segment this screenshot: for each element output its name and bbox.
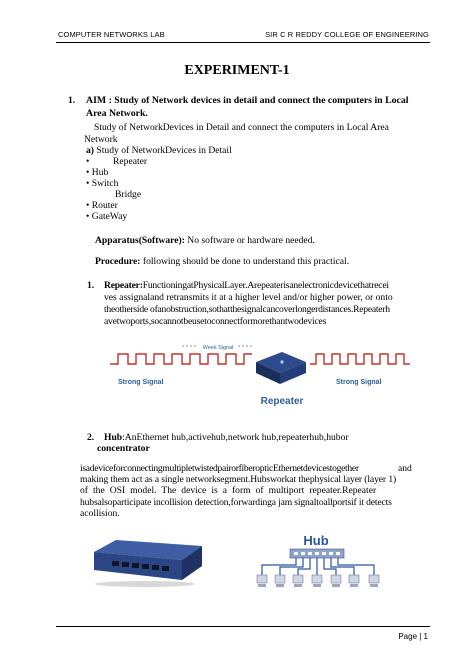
aim-number: 1. [68,95,76,106]
strong-signal-left-label: Strong Signal [118,379,164,386]
list-bullet: • [86,156,90,167]
list-item-switch: • Switch [86,178,119,189]
page-number: Page | 1 [398,632,428,641]
procedure-line: Procedure: following should be done to understand this practical. [95,256,350,267]
intro-sub-item [86,145,232,157]
hub-diagram-links [262,558,374,575]
hub-para2: making them act as a single networksegment.Hubsworkat thephysical layer (layer 1) [80,474,397,485]
hub-para3: of the OSI model. The device is a form of multiport repeater.Repeater [80,485,377,496]
intro-sub-text: Study of NetworkDevices in Detail [96,145,232,156]
hub-shadow [95,581,195,587]
hub-diagram-label: Hub [303,533,329,548]
hub-para4: hubsalsoparticipate incollision detection,forwardinga jam signaltoallportsif it detects [80,497,392,508]
hub-number: 2. [87,432,95,443]
hub-line2: concentrator [97,443,150,454]
weak-signal-label: Week Signal [202,345,234,351]
apparatus-line: Apparatus(Software): No software or hardware needed. [95,235,315,246]
header-divider [56,42,430,43]
repeater-line1: Repeater:FunctioningatPhysicalLayer.Arepeaterisanelectronicdevicethatrecei [104,280,389,291]
hub-para1-end: and [398,463,412,474]
aim-line1: AIM : Study of Network devices in detail and connect the computers in Local [86,95,409,106]
footer-divider [56,626,430,627]
intro-line1: Study of NetworkDevices in Detail and connect the computers in Local Area [94,122,389,133]
aim-line2: Area Network. [86,108,148,119]
strong-wave-right [310,354,410,364]
list-item-gateway: • GateWay [86,211,128,222]
header-left: COMPUTER NETWORKS LAB [58,30,165,39]
intro-sub-label: a) [86,145,94,156]
strong-signal-right-label: Strong Signal [336,379,382,386]
list-item-router: • Router [86,200,118,211]
strong-wave-left [110,354,252,364]
list-item-bridge: Bridge [115,189,142,200]
repeater-diagram [110,340,410,412]
repeater-number: 1. [87,280,95,291]
hub-diagram-computers [257,575,379,587]
list-item-repeater: Repeater [113,156,148,167]
hub-network-diagram [256,531,386,599]
repeater-line3: theotherside ofanobstruction,sothatthesignalcancoverlongerdistances.Repeaterh [104,304,390,315]
intro-line2: Network [84,134,118,145]
list-item-hub: • Hub [86,167,109,178]
hub-para1: isadeviceforconnectingmultipletwistedpairorfiberopticEthernetdevicestogether [80,463,359,474]
repeater-line4: avetwoports,socannotbeusetoconnectformorethantwodevices [104,316,327,327]
header-right: SIR C R REDDY COLLEGE OF ENGINEERING [265,30,429,39]
repeater-caption: Repeater [260,396,304,407]
hub-para5: acollision. [80,508,120,519]
hub-device-image [90,536,205,588]
repeater-led [280,360,283,363]
page-title: EXPERIMENT-1 [184,63,290,78]
repeater-line2: ves assignaland retransmits it at a higher level and/or higher power, or onto [104,292,393,303]
hub-line1: Hub:AnEthernet hub,activehub,network hub,repeaterhub,hubor [104,432,349,443]
